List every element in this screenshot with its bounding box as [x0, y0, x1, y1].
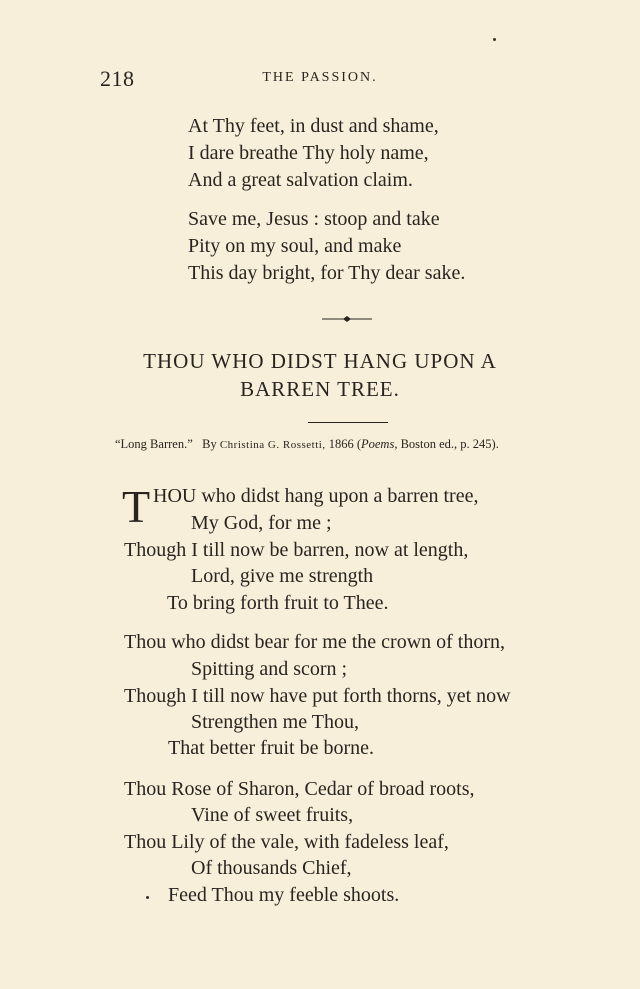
verse-line: Save me, Jesus : stoop and take	[188, 208, 440, 230]
source-edition: Boston ed., p. 245).	[400, 437, 499, 451]
verse-line: Thou Rose of Sharon, Cedar of broad roots,	[124, 778, 475, 800]
running-head: THE PASSION.	[262, 70, 378, 85]
verse-line: At Thy feet, in dust and shame,	[188, 115, 439, 137]
source-quote: “Long Barren.”	[115, 437, 193, 451]
verse-line: That better fruit be borne.	[168, 737, 375, 759]
verse-line: Vine of sweet fruits,	[191, 804, 354, 826]
verse-line: Of thousands Chief,	[191, 857, 352, 879]
drop-cap: T	[122, 481, 151, 532]
verse-line: To bring forth fruit to Thee.	[167, 592, 389, 614]
verse-line: Thou who didst bear for me the crown of thorn,	[124, 631, 506, 653]
section-title-line-1: THOU WHO DIDST HANG UPON A	[143, 349, 497, 373]
verse-line: Thou Lily of the vale, with fadeless leaf,	[124, 831, 449, 853]
verse-line: Though I till now be barren, now at length,	[124, 539, 469, 561]
verse-line: This day bright, for Thy dear sake.	[188, 262, 466, 284]
verse-line: I dare breathe Thy holy name,	[188, 142, 429, 164]
verse-line: Though I till now have put forth thorns, yet now	[124, 685, 511, 707]
verse-line: Lord, give me strength	[191, 565, 374, 587]
title-rule	[308, 422, 388, 423]
verse-line: Pity on my soul, and make	[188, 235, 402, 257]
section-title-line-2: BARREN TREE.	[240, 377, 400, 401]
verse-line: Strengthen me Thou,	[191, 711, 359, 733]
source-year: 1866	[328, 437, 354, 451]
source-by: By	[202, 437, 217, 451]
page-number: 218	[100, 66, 135, 91]
verse-line: Feed Thou my feeble shoots.	[168, 884, 400, 906]
verse-line: And a great salvation claim.	[188, 169, 413, 191]
verse-line: My God, for me ;	[191, 512, 332, 534]
source-author: Christina G. Rossetti,	[219, 439, 326, 451]
print-speck	[493, 38, 496, 41]
source-work: Poems,	[361, 437, 398, 451]
verse-line: HOU who didst hang upon a barren tree,	[153, 485, 479, 507]
ornament-divider	[322, 312, 372, 326]
verse-line: Spitting and scorn ;	[191, 658, 348, 680]
source-citation: “Long Barren.” By Christina G. Rossetti, 1866 (Poems, Boston ed., p. 245).	[115, 437, 499, 451]
print-speck	[146, 896, 149, 899]
